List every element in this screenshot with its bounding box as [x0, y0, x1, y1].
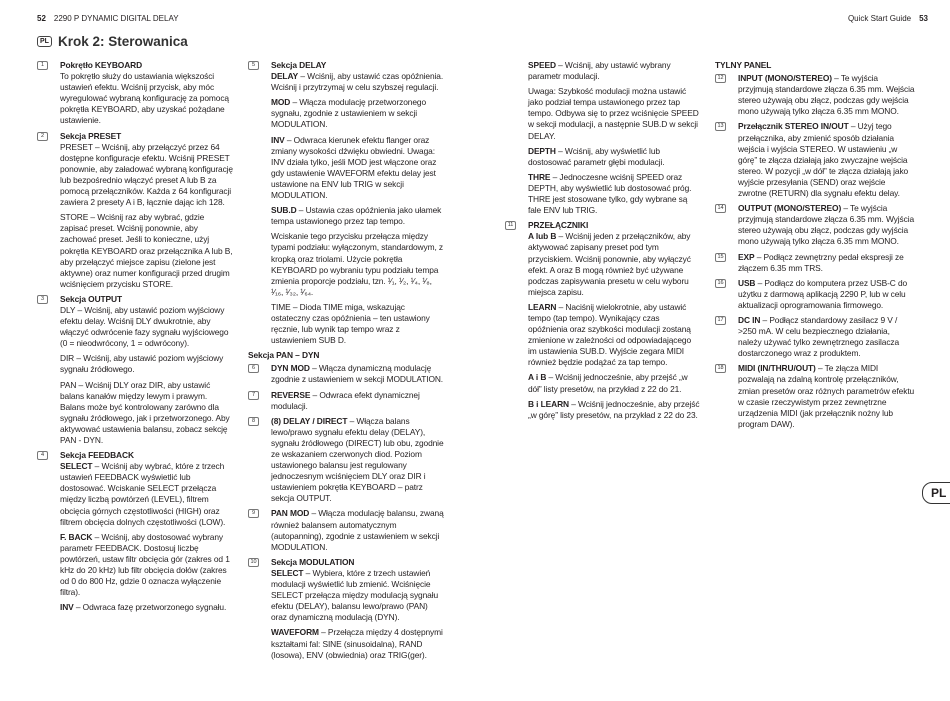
item-heading: Sekcja FEEDBACK	[60, 450, 134, 461]
item-paragraph	[60, 142, 233, 209]
item-paragraph	[528, 86, 701, 141]
item-number-badge: 5	[248, 61, 259, 70]
paragraph-text: – Jednoczesne wciśnij SPEED oraz DEPTH, aby wyświetlić lub dostosować próg. THRE jest stosowane tylko, gdy wybrane są fale ENV lub TRIG.	[528, 171, 692, 216]
term-label: PAN MOD	[271, 508, 310, 519]
numbered-item	[37, 131, 233, 290]
term-label: THRE	[528, 171, 551, 182]
paragraph-text: Wciskanie tego przycisku przełącza między typami podziału: wyłączonym, standardowym, z kropką oraz triolami. Użycie pokrętła KEYBOARD po wybraniu typu podziału tempa zmienia proporcje podziału, tzn. ¹⁄₁, ¹⁄₂, ¹⁄₄, ¹⁄₈, ¹⁄₁₆, ¹⁄₃₂, ¹⁄₆₄.	[271, 231, 444, 297]
paragraph-text: – Włącza balans lewo/prawo sygnału efektu delay (DELAY), sygnału źródłowego (DIRECT) lub obu, zgodnie ze wskazaniem czerwonych diod. Poziom ustawionego balansu jest regulowany jednoczesnym wciśnięciem DLY oraz DIR i ustawieniem pokrętła KEYBOARD – patrz sekcja OUTPUT.	[271, 415, 444, 504]
numbered-item	[248, 390, 444, 412]
numbered-item	[248, 363, 444, 385]
paragraph-text: – Odwraca fazę przetworzonego sygnału.	[73, 602, 227, 613]
item-paragraph	[738, 252, 915, 274]
paragraph-text: – Wciśnij, aby ustawić czas opóźnienia. Wciśnij i przytrzymaj w celu szybszej regulacji.	[271, 71, 444, 93]
paragraph-text: DLY – Wciśnij, aby ustawić poziom wyjściowy efektu delay. Wciśnij DLY dwukrotnie, aby włączyć odwrócenie fazy sygnału wyjściowego (0 = nieodwrócony, 1 = odwrócony).	[60, 304, 229, 349]
item-number-badge: 14	[715, 204, 726, 213]
language-badge: PL	[37, 36, 52, 47]
term-label: F. BACK	[60, 531, 93, 542]
item-paragraph	[271, 205, 444, 227]
paragraph-text: – Włącza dynamiczną modulację zgodnie z ustawieniem w sekcji MODULATION.	[271, 363, 444, 385]
term-label: OUTPUT (MONO/STEREO)	[738, 203, 842, 214]
paragraph-text: – Użyj tego przełącznika, aby zmienić sposób działania wejścia i wyjścia STEREO. W ustawieniu „w górę” te złącza działają jako zwyczajne wejścia stereo. W pozycji „w dół” te złącza działają jako wyjście przesyłania (SEND) oraz wejście zwrotne (RETURN) dla sygnału efektu delay.	[738, 121, 909, 199]
item-paragraph	[738, 203, 915, 247]
item-heading: PRZEŁĄCZNIKI	[528, 220, 589, 231]
item-number-badge: 4	[37, 451, 48, 460]
column-1	[37, 60, 233, 617]
numbered-item	[505, 60, 701, 216]
numbered-item	[715, 363, 915, 430]
numbered-item	[715, 315, 915, 359]
term-label: LEARN	[528, 301, 557, 312]
item-number-badge: 10	[248, 558, 259, 567]
term-label: B i LEARN	[528, 398, 569, 409]
term-label: DELAY	[271, 71, 299, 82]
item-paragraph	[738, 278, 915, 311]
column-2	[248, 60, 444, 665]
term-label: DC IN	[738, 314, 761, 325]
term-label: SPEED	[528, 60, 556, 70]
paragraph-text: – Wciśnij aby wybrać, które z trzech ustawień FEEDBACK wyświetlić lub dostosować. Wciskanie SELECT przełącza między liczbą powtórzeń (LEVEL), filtrem obcięcia górnych częstotliwości (HIGH) oraz filtrem obcięcia dolnych częstotliwości (LOW).	[60, 461, 226, 527]
term-label: (8) DELAY / DIRECT	[271, 415, 348, 426]
page-header-left	[37, 13, 179, 25]
item-paragraph	[60, 353, 233, 375]
item-paragraph	[738, 73, 915, 117]
item-paragraph	[60, 71, 233, 126]
item-paragraph	[528, 302, 701, 369]
column-4	[715, 60, 915, 434]
term-label: A i B	[528, 372, 547, 383]
left-running-title: 2290 P DYNAMIC DIGITAL DELAY	[53, 14, 179, 23]
column-3	[505, 60, 701, 425]
language-side-tab: PL	[922, 482, 950, 504]
item-number-badge: 6	[248, 364, 259, 373]
numbered-item	[715, 252, 915, 274]
term-label: USB	[738, 277, 756, 288]
term-label: Przełącznik STEREO IN/OUT	[738, 121, 849, 132]
paragraph-text: – Te złącza MIDI pozwalają na zdalną kontrolę przełączników, zmian presetów oraz różnych parametrów efektu w czasie rzeczywistym przez zewnętrzne urządzenia MIDI (jak przełącznik nożny lub program DAW).	[738, 363, 915, 429]
term-label: MIDI (IN/THRU/OUT)	[738, 363, 816, 374]
item-paragraph	[271, 231, 444, 298]
numbered-item	[505, 220, 701, 421]
paragraph-text: – Te wyjścia przyjmują standardowe złącza 6.35 mm. Wyjścia stereo używają obu złącz, podczas gdy wyjścia mono używają tylko złącza 6.35 mm MONO.	[738, 203, 915, 247]
paragraph-text: – Podłącz do komputera przez USB-C do użytku z darmową aplikacją 2290 P, lub w celu aktualizacji oprogramowania firmowego.	[738, 277, 908, 310]
item-number-badge: 12	[715, 74, 726, 83]
term-label: DYN MOD	[271, 363, 310, 374]
numbered-item	[715, 278, 915, 311]
item-paragraph	[738, 315, 915, 359]
paragraph-text: Uwaga: Szybkość modulacji można ustawić jako podział tempa ustawionego przez tap tempo. Odbywa się to przez wciśnięcie SPEED w sekcji modulacji, a następnie SUB.D w sekcji DELAY.	[528, 86, 699, 141]
numbered-item	[248, 416, 444, 505]
item-paragraph	[271, 71, 444, 93]
numbered-item	[37, 450, 233, 613]
item-paragraph	[528, 172, 701, 216]
numbered-item	[248, 508, 444, 552]
item-paragraph	[738, 363, 915, 430]
paragraph-text: – Te wyjścia przyjmują standardowe złącza 6.35 mm. Wejścia stereo używają obu złącz, podczas gdy wejścia mono używają tylko złącza 6.35 mm MONO.	[738, 73, 915, 117]
item-number-badge: 1	[37, 61, 48, 70]
item-number-badge: 2	[37, 132, 48, 141]
item-paragraph	[60, 602, 233, 613]
item-number-badge: 3	[37, 295, 48, 304]
numbered-item	[715, 73, 915, 117]
item-paragraph	[60, 380, 233, 447]
term-label: SELECT	[271, 567, 304, 578]
term-label: SUB.D	[271, 205, 297, 216]
term-label: MOD	[271, 97, 291, 108]
item-paragraph	[271, 416, 444, 505]
paragraph-text: – Włącza modulację balansu, zwaną również balansem automatycznym (autopanning), zgodnie z ustawieniem w sekcji MODULATION.	[271, 508, 444, 552]
item-paragraph	[60, 532, 233, 599]
item-heading: Sekcja OUTPUT	[60, 293, 122, 304]
paragraph-text: To pokrętło służy do ustawiania większości ustawień efektu. Wciśnij przycisk, aby móc wyregulować wybraną konfigurację za pomocą pokrętła KEYBOARD, aby uzyskać pożądane ustawienie.	[60, 71, 229, 126]
paragraph-text: – Wciśnij, aby ustawić wybrany parametr modulacji.	[528, 60, 671, 82]
term-label: DEPTH	[528, 145, 556, 156]
paragraph-text: PRESET – Wciśnij, aby przełączyć przez 64 dostępne konfiguracje efektu. Wciśnij PRESET ponownie, aby załadować wybraną konfigurację lub bezpośrednio włączyć preset A lub B za pomocą przełączników. Każda z 64 konfiguracji zawiera 2 presety A i B, łącznie dając ich 128.	[60, 141, 233, 208]
section-heading: Sekcja PAN – DYN	[248, 350, 320, 361]
paragraph-text: – Wciśnij jeden z przełączników, aby aktywować zapisany preset pod tym przyciskiem. Wciśnij ponownie, aby wyłączyć efekt. A oraz B mogą również być używane podczas zapisywania presetu w celu wyboru miejsca zapisu.	[528, 231, 691, 297]
item-number-badge: 9	[248, 509, 259, 518]
paragraph-text: – Włącza modulację przetworzonego sygnału, zgodnie z ustawieniem w sekcji MODULATION.	[271, 97, 427, 130]
term-label: SELECT	[60, 461, 93, 472]
term-label: REVERSE	[271, 389, 311, 400]
paragraph-text: PAN – Wciśnij DLY oraz DIR, aby ustawić balans kanałów między lewym i prawym. Balans może być kontrolowany zarówno dla sygnału źródłowego, jak i przetworzonego. Aby aktywować ustawienia balansu, zobacz sekcję PAN - DYN.	[60, 379, 230, 445]
item-paragraph	[528, 146, 701, 168]
item-paragraph	[60, 305, 233, 349]
item-number-badge: 13	[715, 122, 726, 131]
term-label: WAVEFORM	[271, 627, 319, 638]
term-label: A lub B	[528, 231, 557, 242]
item-heading: Pokrętło KEYBOARD	[60, 60, 143, 70]
numbered-item	[248, 60, 444, 346]
item-paragraph	[271, 627, 444, 660]
section-title	[37, 34, 188, 49]
item-paragraph	[528, 231, 701, 298]
term-label: INV	[271, 134, 285, 145]
numbered-item	[37, 60, 233, 127]
item-number-badge: 11	[505, 221, 516, 230]
paragraph-text: – Odwraca efekt dynamicznej modulacji.	[271, 389, 420, 411]
paragraph-text: DIR – Wciśnij, aby ustawić poziom wyjściowy sygnału źródłowego.	[60, 353, 224, 375]
item-paragraph	[271, 302, 444, 346]
item-paragraph	[738, 121, 915, 199]
item-heading: Sekcja MODULATION	[271, 556, 355, 567]
item-paragraph	[271, 568, 444, 623]
term-label: INV	[60, 602, 74, 613]
left-page-number: 52	[37, 14, 46, 23]
paragraph-text: – Wybiera, które z trzech ustawień modulacji wyświetlić lub zmienić. Wciśnięcie SELECT przełącza między modulacją sygnału efektu (DELAY), balansu lewo/prawo (PAN) oraz dynamiczną modulacją (DYN).	[271, 567, 439, 623]
right-running-title: Quick Start Guide	[847, 14, 912, 23]
item-paragraph	[528, 372, 701, 394]
paragraph-text: – Wciśnij jednocześnie, aby przejść „w górę” listy presetów, na przykład z 22 do 23.	[528, 398, 700, 420]
paragraph-text: – Odwraca kierunek efektu flanger oraz zmiany wysokości dźwięku obwiedni. Uwaga: INV działa tylko, jeśli MOD jest włączone oraz gdy ustawienie WAVEFORM efektu delay jest ustawione na ENV lub TRIG w sekcji MODULATION.	[271, 134, 437, 201]
page-header-right	[848, 13, 928, 25]
numbered-item	[37, 294, 233, 446]
item-number-badge: 16	[715, 279, 726, 288]
term-label: EXP	[738, 251, 755, 262]
item-number-badge: 17	[715, 316, 726, 325]
item-heading: Sekcja DELAY	[271, 60, 327, 70]
paragraph-text: – Wciśnij, aby wyświetlić lub dostosować parametr głębi modulacji.	[528, 145, 665, 167]
item-paragraph	[528, 399, 701, 421]
item-paragraph	[271, 135, 444, 202]
paragraph-text: – Ustawia czas opóźnienia jako ułamek tempa ustawionego przez tap tempo.	[271, 205, 442, 227]
paragraph-text: – Podłącz zewnętrzny pedał ekspresji ze złączem 6.35 mm TRS.	[738, 251, 904, 273]
section-heading: TYLNY PANEL	[715, 60, 772, 70]
paragraph-text: – Wciśnij, aby dostosować wybrany parametr FEEDBACK. Dostosuj liczbę powtórzeń, ustaw filtr obcięcia gór (zakres od 1 kHz do 20 kHz) lub filtr obcięcia dołów (zakres od 0 do 800 Hz, gdzie 0 oznacza wyłączenie filtra).	[60, 531, 230, 598]
numbered-item	[715, 203, 915, 247]
paragraph-text: – Wciśnij jednocześnie, aby przejść „w dół” listy presetów, na przykład z 22 do 21.	[528, 372, 688, 394]
right-page-number: 53	[919, 14, 928, 23]
numbered-item	[715, 121, 915, 199]
numbered-item	[248, 557, 444, 661]
item-paragraph	[60, 461, 233, 528]
paragraph-text: – Naciśnij wielokrotnie, aby ustawić tempo (tap tempo). Wynikający czas opóźnienia oraz szybkości modulacji zostaną zmienione w zależności od odpowiadającego im ustawienia SUB.D. Wyjście zegara MIDI również będzie podążać za tap tempo.	[528, 301, 692, 368]
item-paragraph	[528, 60, 701, 82]
item-number-badge: 15	[715, 253, 726, 262]
item-paragraph	[60, 212, 233, 290]
item-paragraph	[271, 508, 444, 552]
item-number-badge: 8	[248, 417, 259, 426]
item-number-badge: 18	[715, 364, 726, 373]
paragraph-text: – Przełącza między 4 dostępnymi kształtami fal: SINE (sinusoidalna), RAND (losowa), ENV (obwiednia) oraz TRIG(ger).	[271, 627, 443, 660]
item-heading: Sekcja PRESET	[60, 130, 122, 141]
term-label: INPUT (MONO/STEREO)	[738, 73, 832, 84]
paragraph-text: – Podłącz standardowy zasilacz 9 V / >250 mA. W celu bezpiecznego działania, należy używać tylko zewnętrznego zasilacza dostarczonego wraz z produktem.	[738, 314, 900, 359]
page-title: Krok 2: Sterowanica	[57, 34, 188, 49]
paragraph-text: STORE – Wciśnij raz aby wybrać, gdzie zapisać preset. Wciśnij ponownie, aby zachować preset. Jeśli to konieczne, użyj pokrętła KEYBOARD oraz przełącznika A lub B, aby przełączyć miejsce zapisu (zielone jest aktywne) oraz numer konfiguracji przed drugim wciśnięciem przycisku STORE.	[60, 212, 233, 289]
item-paragraph	[271, 97, 444, 130]
item-paragraph	[271, 363, 444, 385]
item-paragraph	[271, 390, 444, 412]
item-number-badge: 7	[248, 391, 259, 400]
paragraph-text: TIME – Dioda TIME miga, wskazując ostateczny czas opóźnienia – ten ustawiony ręcznie, lub wynik tap tempo wraz z ustawieniem SUB D.	[271, 301, 430, 346]
